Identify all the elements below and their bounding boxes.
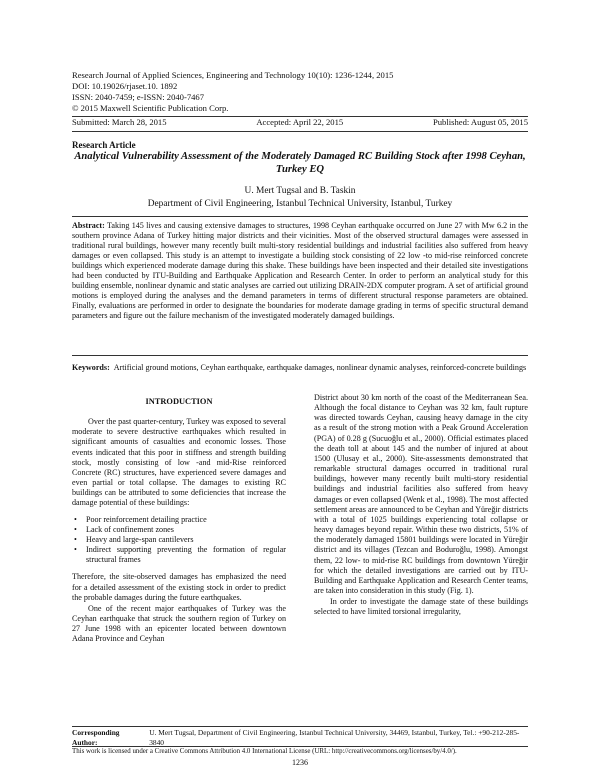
- abstract-bottom-rule: [72, 355, 528, 356]
- keywords-label: Keywords:: [72, 363, 110, 372]
- list-item: • Lack of confinement zones: [74, 524, 174, 534]
- page-number: 1236: [292, 758, 308, 767]
- accepted-date: Accepted: April 22, 2015: [256, 117, 344, 127]
- affiliation: Department of Civil Engineering, Istanbul Technical University, Istanbul, Turkey: [147, 198, 453, 209]
- journal-citation: Research Journal of Applied Sciences, Engineering and Technology 10(10): 1236-1244, 2015: [72, 70, 394, 80]
- bullet-icon: •: [74, 545, 77, 555]
- dates-row: [72, 117, 528, 127]
- journal-header: [72, 70, 393, 114]
- submitted-date: Submitted: March 28, 2015: [72, 117, 167, 127]
- abstract: [72, 221, 528, 321]
- list-item: • Indirect supporting preventing the formation of regular structural frames: [74, 545, 286, 565]
- right-column: [314, 393, 528, 617]
- bullet-icon: •: [74, 534, 77, 544]
- copyright: © 2015 Maxwell Scientific Publication Corp.: [72, 103, 229, 113]
- abstract-top-rule: [72, 216, 528, 217]
- license-text: This work is licensed under a Creative Commons Attribution 4.0 International License (URL: http://creativecommons.org/licenses/by/4.0/).: [72, 748, 457, 755]
- intro-paragraph-4: District about 30 km north of the coast of the Mediterranean Sea. Although the focal distance to Ceyhan was 32 km, fault rupture was directed towards Ceyhan, causing heavy damage in the city as a result of the strong motion with a Peak Ground Acceleration (PGA) of 0.28 g (Sucuoğlu et al., 2000). Official estimates placed the death toll at about 145 and the number of injured at about 1500 (Ulusay et al., 2000). Site-assessments demonstrated that remarkable structural damages occurred in traditional rural buildings, however many recently built multi-story residential buildings and industrial facilities also suffered from heavy damages or even collapsed (Wenk et al., 1998). The most affected settlement areas are announced to be Ceyhan and Yüreğir districts with a total of 1025 buildings experiencing total collapse or heavy damages beyond repair. Within these two districts, 51% of the moderately damaged 15801 buildings were located in Yüreğir district and its villages (Tezcan and Boduroğlu, 1998). Amongst them, 22 low- to mid-rise RC buildings from downtown Yüreğir for which the detailed investigations are carried out by ITU-Building and Earthquake Application and Research Center teams, are taken into consideration in this study (Fig. 1).: [314, 393, 528, 595]
- keywords: [72, 363, 528, 373]
- left-column: [72, 391, 286, 644]
- footer-divider: [72, 726, 528, 727]
- dates-divider: [72, 131, 528, 132]
- introduction-heading: INTRODUCTION: [145, 397, 213, 406]
- abstract-text: Taking 145 lives and causing extensive damages to structures, 1998 Ceyhan earthquake occurred on June 27 with Mw 6.2 in the southern province Adana of Turkey hitting major districts and their vicinities. Most of the observed structural damages were assessed in traditional rural buildings, however many recently built multi-story residential buildings and industrial facilities also suffered from heavy damages or even collapsed. This study is an attempt to investigate a building stock consisting of 22 low -to mid-rise reinforced concrete buildings which experienced moderate damage during this shake. These buildings have been inspected and their detailed site investigations had been conducted by ITU-Building and Earthquake Application and Research Center. In order to perform an analytical study for this building ensemble, nonlinear dynamic and static analyses are carried out utilizing DRAIN-2DX computer program. A set of artificial ground motions is employed during the analyses and the demand parameters in terms of different structural response parameters are obtained. Finally, evaluations are performed in order to designate the boundaries for moderate damage grading in terms of specific structural demand parameters and figure out the failure mechanism of the investigated moderately damaged buildings.: [72, 221, 528, 321]
- issn: ISSN: 2040-7459; e-ISSN: 2040-7467: [72, 92, 205, 102]
- intro-paragraph-1: Over the past quarter-century, Turkey was exposed to several moderate to severe destructive earthquakes which resulted in significant amounts of casualties and economic losses. Those events indicated that this poor in stiffness and strength building stock, mostly consisting of low -and mid-Rise reinforced Concrete (RC) structures, have experienced severe damages and even partial or total collapse. The damages to existing RC buildings can be attributed to some deficiencies that increase the damage potential of these buildings:: [72, 417, 286, 508]
- corresponding-author: [72, 728, 528, 747]
- intro-paragraph-5: In order to investigate the damage state of these buildings selected to have limited torsional irregularity,: [314, 597, 528, 617]
- list-item: • Heavy and large-span cantilevers: [74, 534, 194, 544]
- corresponding-text: U. Mert Tugsal, Department of Civil Engineering, Istanbul Technical University, 34469, Istanbul, Turkey, Tel.: +90-212-285-3840: [149, 728, 520, 747]
- bullet-icon: •: [74, 524, 77, 534]
- keywords-text: Artificial ground motions, Ceyhan earthquake, earthquake damages, nonlinear dynamic analyses, reinforced-concrete buildings: [113, 363, 527, 372]
- deficiency-list: [72, 515, 286, 566]
- intro-paragraph-3: One of the recent major earthquakes of Turkey was the Ceyhan earthquake that struck the southern region of Turkey on 27 June 1998 with an epicenter located between downtown Adana Province and Ceyhan: [72, 603, 286, 644]
- author-block: [72, 185, 528, 210]
- intro-paragraph-2: Therefore, the site-observed damages has emphasized the need for a detailed assessment of the existing stock in order to predict the probable damages during the future earthquakes.: [72, 572, 286, 602]
- paper-title: Analytical Vulnerability Assessment of the Moderately Damaged RC Building Stock after 1998 Ceyhan, Turkey EQ: [74, 151, 526, 175]
- authors: U. Mert Tugsal and B. Taskin: [244, 186, 356, 196]
- bullet-icon: •: [74, 514, 77, 524]
- license-divider: [72, 746, 528, 747]
- abstract-label: Abstract:: [72, 221, 105, 230]
- corresponding-label: Corresponding Author:: [72, 728, 120, 747]
- published-date: Published: August 05, 2015: [432, 117, 528, 127]
- article-type: Research Article: [72, 140, 136, 150]
- doi: DOI: 10.19026/rjaset.10. 1892: [72, 81, 178, 91]
- list-item: • Poor reinforcement detailing practice: [74, 514, 207, 524]
